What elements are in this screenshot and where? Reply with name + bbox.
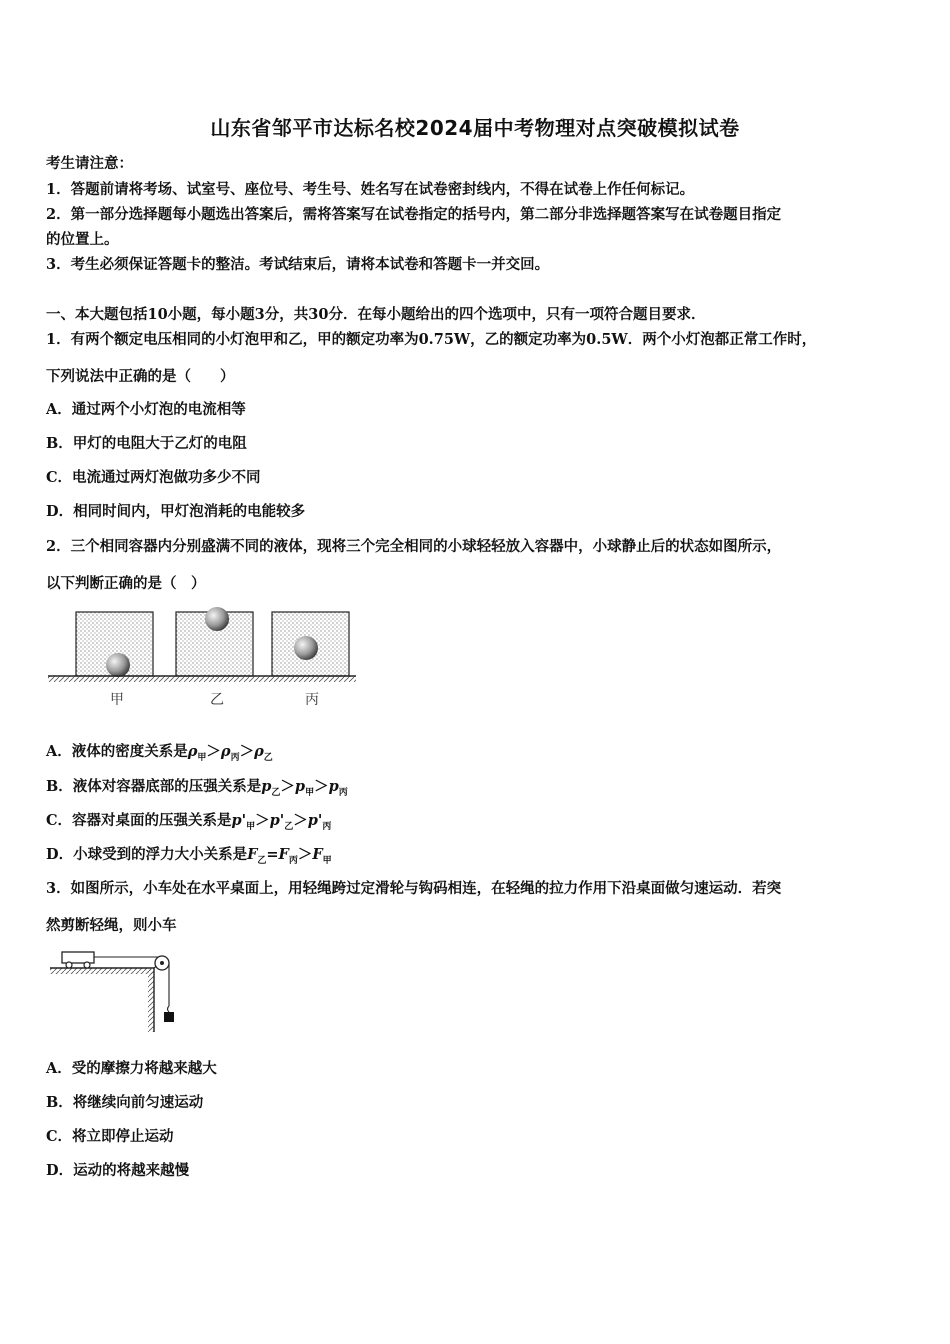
- label-yi: 乙: [210, 692, 224, 708]
- pulley-cart-figure: [44, 946, 184, 1038]
- hook-weight: [164, 1012, 174, 1022]
- q2-option-b: B．液体对容器底部的压强关系是$p_乙>p_甲>p_丙$: [46, 778, 348, 798]
- table-top-hatch: [50, 968, 154, 974]
- container-yi: [176, 607, 253, 676]
- page-title: 山东省邹平市达标名校2024届中考物理对点突破模拟试卷: [210, 116, 740, 140]
- pulley: [154, 956, 169, 970]
- containers-figure: [44, 602, 364, 712]
- notice-item: 2．第一部分选择题每小题选出答案后，需将答案写在试卷指定的括号内，第二部分非选择题答案写在试卷题目指定: [46, 206, 782, 223]
- q3-option-b: B．将继续向前匀速运动: [46, 1094, 204, 1111]
- question-3-stem-cont: 然剪断轻绳，则小车: [46, 917, 177, 934]
- container-jia: [76, 612, 153, 677]
- q2-option-c: C．容器对桌面的压强关系是$p'_甲>p'_乙>p'_丙$: [46, 812, 332, 832]
- section-heading: 一、本大题包括10小题，每小题3分，共30分．在每小题给出的四个选项中，只有一项符合题目要求．: [46, 306, 706, 323]
- label-bing: 丙: [305, 692, 319, 708]
- question-2-stem: 2．三个相同容器内分别盛满不同的液体，现将三个完全相同的小球轻轻放入容器中，小球静止后的状态如图所示，: [46, 538, 782, 555]
- question-3-stem: 3．如图所示，小车处在水平桌面上，用轻绳跨过定滑轮与钩码相连，在轻绳的拉力作用下沿桌面做匀速运动．若突: [46, 880, 782, 897]
- container-bing: [272, 612, 349, 676]
- question-1-stem-cont: 下列说法中正确的是（ ）: [46, 368, 235, 385]
- notice-item: 1．答题前请将考场、试室号、座位号、考生号、姓名写在试卷密封线内，不得在试卷上作任何标记。: [46, 181, 695, 198]
- q1-option-c: C．电流通过两灯泡做功多少不同: [46, 469, 261, 486]
- q2-option-a: A．液体的密度关系是$\rho_甲>\rho_丙>\rho_乙$: [46, 743, 273, 763]
- q2-option-d: D．小球受到的浮力大小关系是$F_乙=F_丙>F_甲$: [46, 846, 332, 866]
- cart: [62, 952, 94, 968]
- label-jia: 甲: [110, 692, 124, 708]
- ball-bing: [294, 636, 318, 660]
- notice-heading: 考生请注意：: [46, 155, 133, 172]
- notice-item: 的位置上。: [46, 231, 119, 248]
- q1-option-a: A．通过两个小灯泡的电流相等: [46, 401, 246, 418]
- question-1-stem: 1．有两个额定电压相同的小灯泡甲和乙，甲的额定功率为0.75W，乙的额定功率为0.5W．两个小灯泡都正常工作时，: [46, 331, 817, 348]
- ball-yi: [205, 607, 229, 631]
- q1-option-d: D．相同时间内，甲灯泡消耗的电能较多: [46, 503, 306, 520]
- q3-option-d: D．运动的将越来越慢: [46, 1162, 190, 1179]
- table-surface: [48, 676, 356, 682]
- notice-item: 3．考生必须保证答题卡的整洁。考试结束后，请将本试卷和答题卡一并交回。: [46, 256, 550, 273]
- ball-jia: [106, 653, 130, 677]
- q3-option-c: C．将立即停止运动: [46, 1128, 174, 1145]
- q1-option-b: B．甲灯的电阻大于乙灯的电阻: [46, 435, 247, 452]
- q3-option-a: A．受的摩擦力将越来越大: [46, 1060, 217, 1077]
- question-2-stem-cont: 以下判断正确的是（ ）: [46, 575, 206, 592]
